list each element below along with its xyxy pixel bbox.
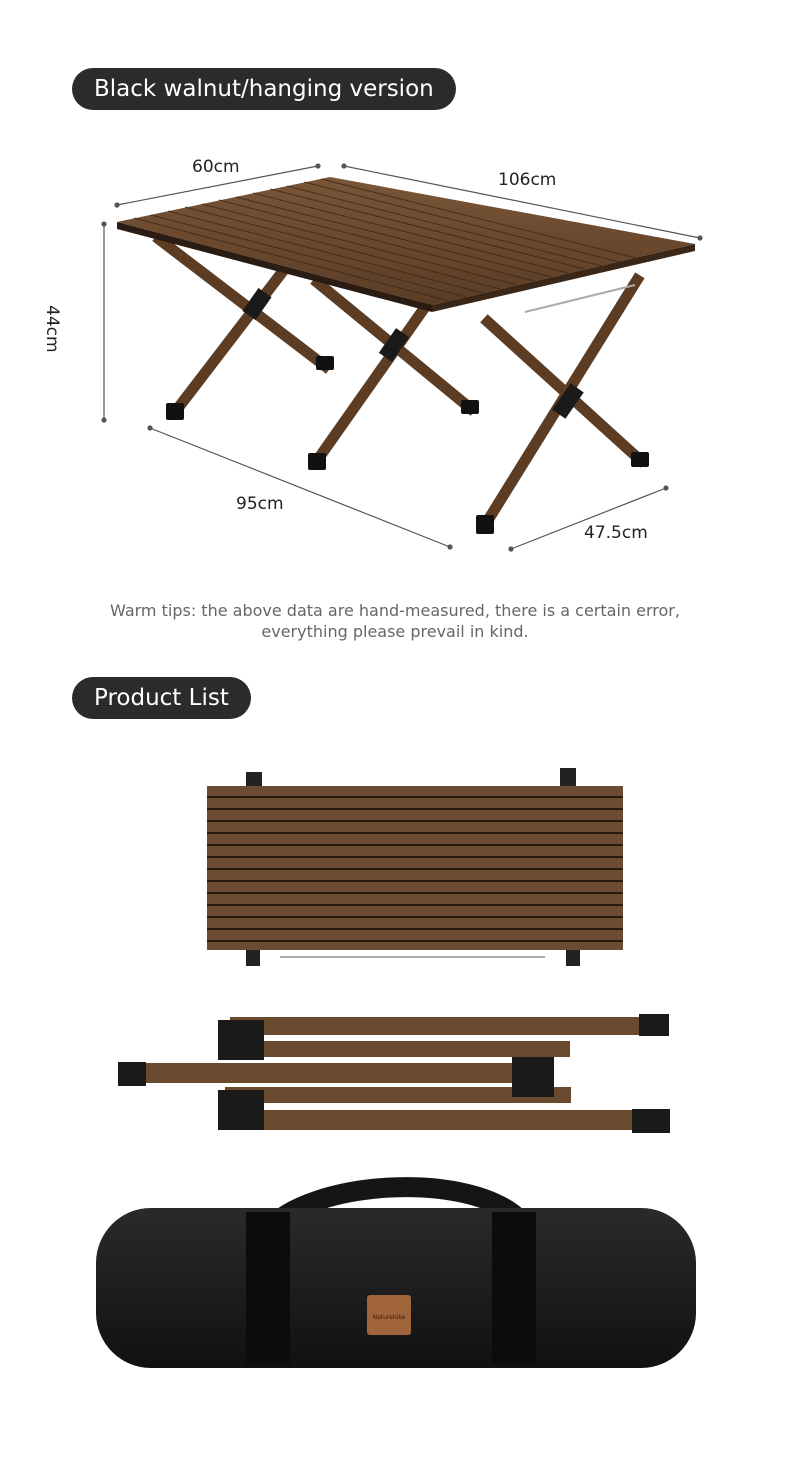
leg-hinges (242, 288, 583, 419)
warm-tips-line2: everything please prevail in kind. (261, 622, 529, 641)
dimension-base-width-label: 47.5cm (584, 523, 648, 543)
dimension-base-length-label: 95cm (236, 494, 284, 514)
warm-tips (0, 600, 790, 642)
folded-legs (118, 1014, 670, 1133)
carry-bag (96, 1187, 696, 1368)
warm-tips-line1: Warm tips: the above data are hand-measured, there is a certain error, (110, 601, 680, 620)
dimension-height-label: 44cm (42, 305, 62, 353)
section-title-version: Black walnut/hanging version (72, 68, 456, 110)
dimension-width-label: 60cm (192, 157, 240, 177)
tabletop-flat (207, 768, 623, 966)
dimension-length-label: 106cm (498, 170, 557, 190)
bag-brand-label: Naturehike (372, 1314, 406, 1321)
section-title-product-list: Product List (72, 677, 251, 719)
